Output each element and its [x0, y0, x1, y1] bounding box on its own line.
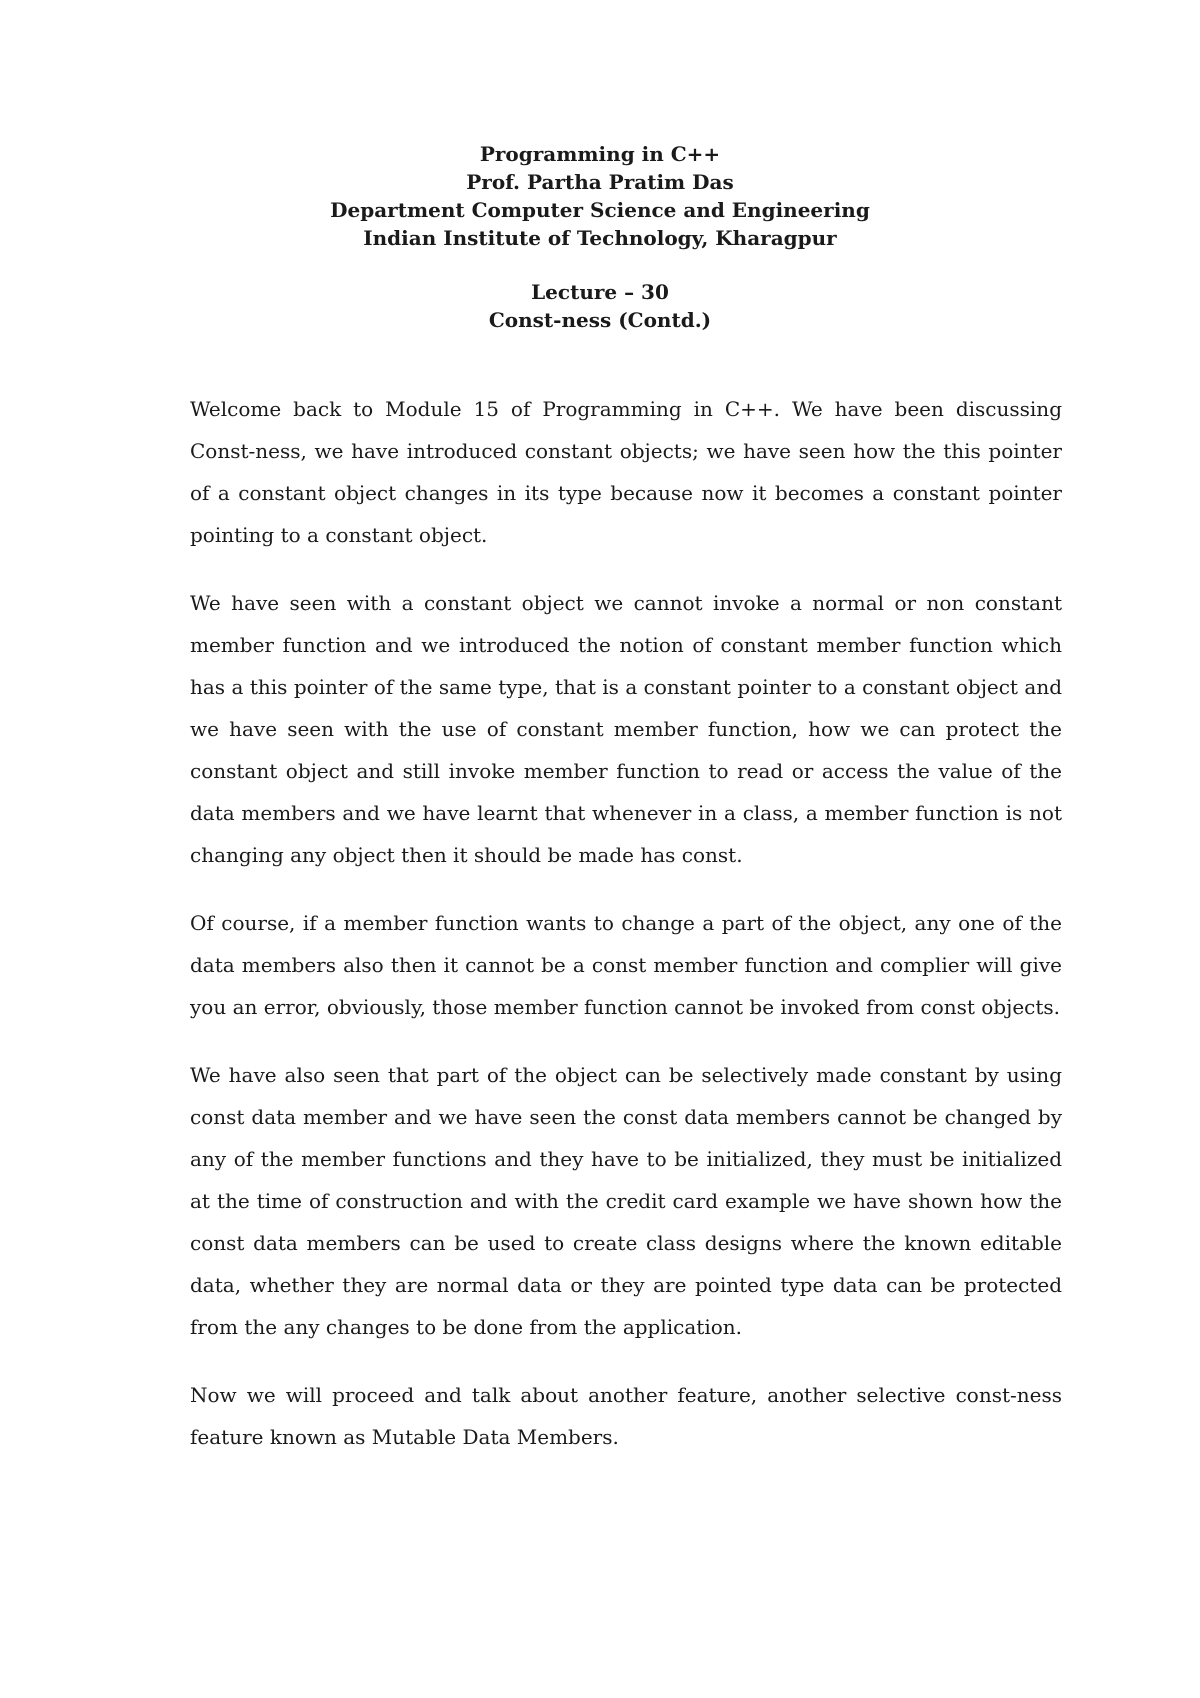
header-spacer	[0, 252, 1200, 278]
lecture-header	[0, 140, 1200, 334]
transcript-body	[190, 388, 1062, 1484]
paragraph: We have seen with a constant object we cannot invoke a normal or non constant member function and we introduced the notion of constant member function which has a this pointer of the same type, that is a constant pointer to a constant object and we have seen with the use of constant member function, how we can protect the constant object and still invoke member function to read or access the value of the data members and we have learnt that whenever in a class, a member function is not changing any object then it should be made has const.	[190, 591, 1062, 867]
department-name: Department Computer Science and Engineering	[330, 198, 870, 222]
course-title: Programming in C++	[479, 142, 721, 166]
professor-name: Prof. Partha Pratim Das	[466, 170, 734, 194]
lecture-number: Lecture – 30	[531, 280, 669, 304]
lecture-topic: Const-ness (Contd.)	[488, 308, 712, 332]
paragraph: We have also seen that part of the object can be selectively made constant by using const data member and we have seen the const data members cannot be changed by any of the member functions and they have to be initialized, they must be initialized at the time of construction and with the credit card example we have shown how the const data members can be used to create class designs where the known editable data, whether they are normal data or they are pointed type data can be protected from the any changes to be done from the application.	[190, 1063, 1062, 1339]
paragraph: Of course, if a member function wants to change a part of the object, any one of the data members also then it cannot be a const member function and complier will give you an error, obviously, those member function cannot be invoked from const objects.	[190, 911, 1062, 1019]
institute-name: Indian Institute of Technology, Kharagpur	[363, 226, 837, 250]
paragraph: Welcome back to Module 15 of Programming in C++. We have been discussing Const-ness, we have introduced constant objects; we have seen how the this pointer of a constant object changes in its type because now it becomes a constant pointer pointing to a constant object.	[190, 397, 1062, 547]
paragraph: Now we will proceed and talk about another feature, another selective const-ness feature known as Mutable Data Members.	[190, 1383, 1062, 1449]
